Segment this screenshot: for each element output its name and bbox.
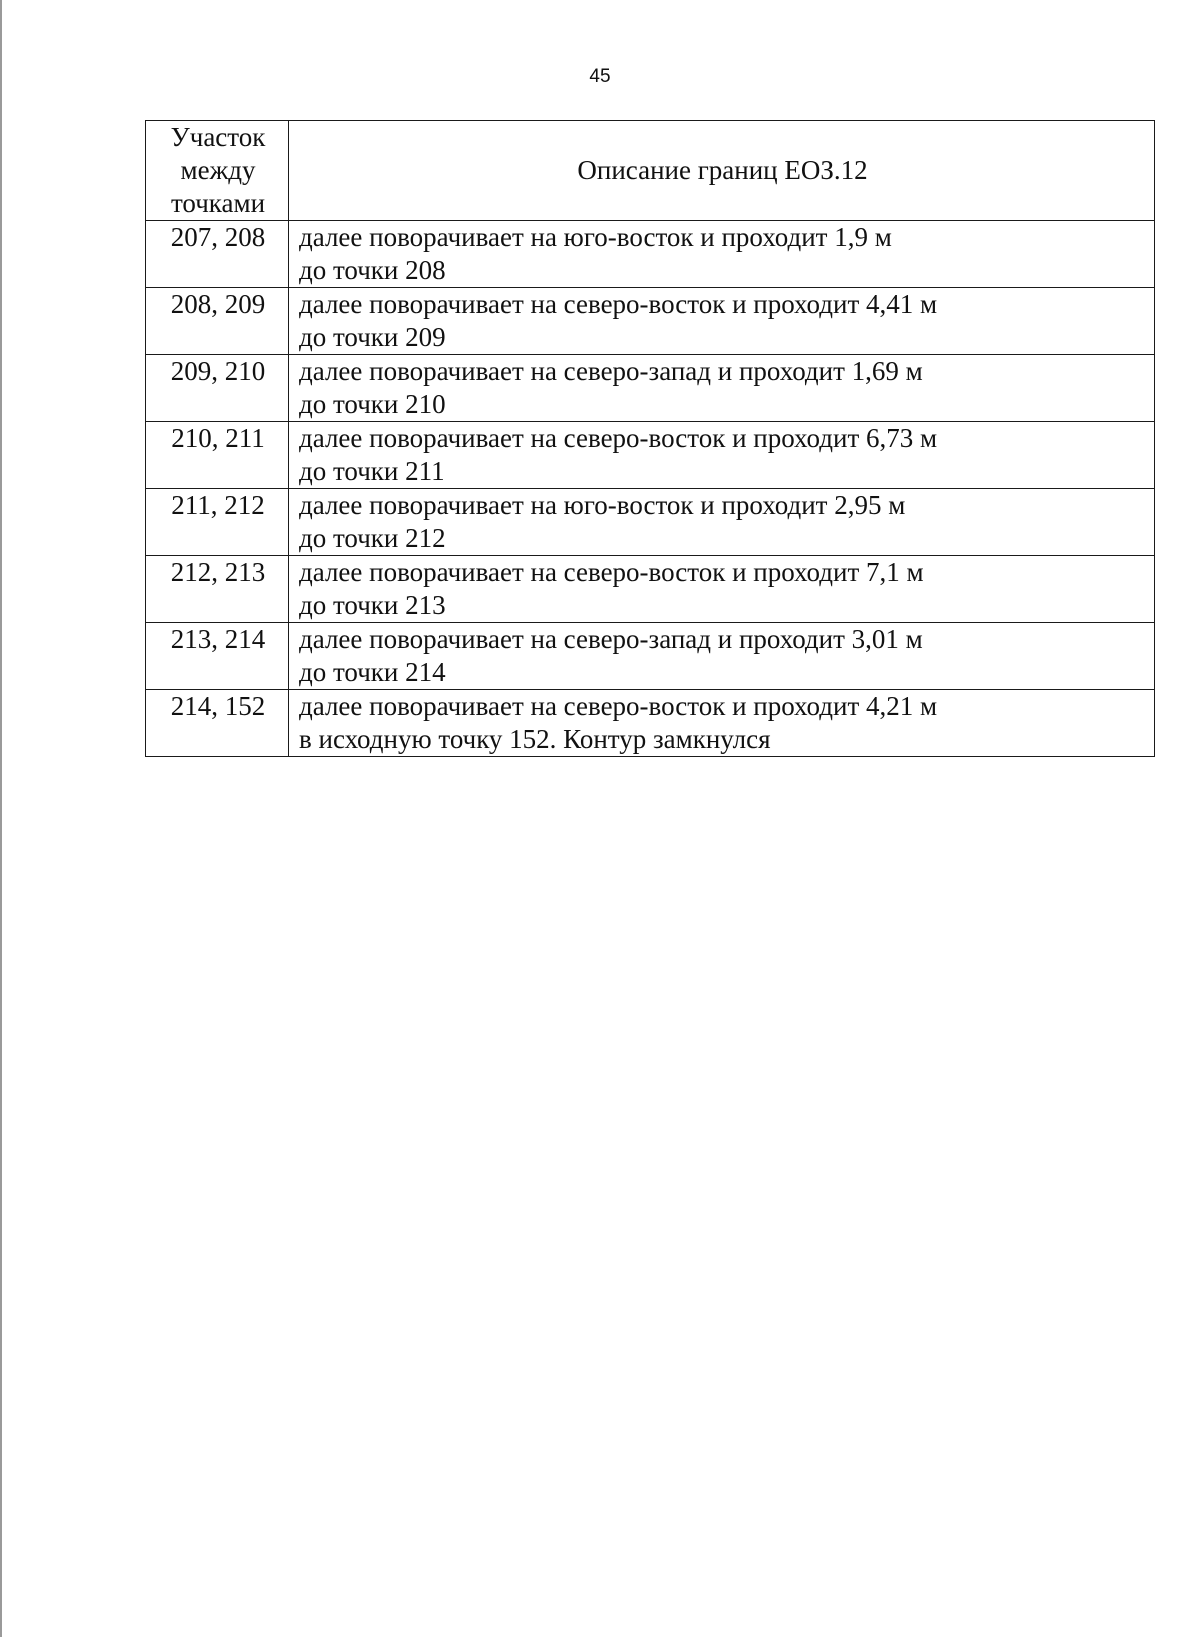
table-row [146, 422, 1155, 489]
segment-cell: 211, 212 [146, 489, 289, 556]
segment-cell: 213, 214 [146, 623, 289, 690]
table-row [146, 690, 1155, 757]
table-row [146, 355, 1155, 422]
description-line: до точки 212 [299, 523, 446, 553]
description-line: до точки 213 [299, 590, 446, 620]
boundary-description-table [145, 120, 1155, 757]
table-header-row [146, 121, 1155, 221]
description-line: далее поворачивает на северо-запад и проходит 3,01 м [299, 624, 923, 654]
table-row [146, 288, 1155, 355]
header-segment-line: точками [170, 188, 266, 218]
table-row [146, 556, 1155, 623]
table-row [146, 489, 1155, 556]
description-cell [289, 623, 1155, 690]
description-line: до точки 214 [299, 657, 446, 687]
description-line: до точки 211 [299, 456, 445, 486]
description-cell [289, 288, 1155, 355]
description-line: далее поворачивает на северо-восток и проходит 4,41 м [299, 289, 938, 319]
description-cell [289, 556, 1155, 623]
scan-left-edge [0, 0, 2, 1637]
header-segment-line: между [180, 155, 256, 185]
segment-cell: 208, 209 [146, 288, 289, 355]
table-row [146, 221, 1155, 288]
description-line: до точки 210 [299, 389, 446, 419]
description-cell [289, 221, 1155, 288]
segment-cell: 210, 211 [146, 422, 289, 489]
page-number: 45 [589, 66, 611, 87]
header-description-cell: Описание границ ЕОЗ.12 [289, 121, 1155, 221]
description-line: далее поворачивает на юго-восток и проходит 1,9 м [299, 222, 892, 252]
description-line: далее поворачивает на северо-восток и проходит 7,1 м [299, 557, 924, 587]
description-line: далее поворачивает на северо-запад и проходит 1,69 м [299, 356, 923, 386]
segment-cell: 209, 210 [146, 355, 289, 422]
description-cell [289, 690, 1155, 757]
description-line: до точки 208 [299, 255, 446, 285]
header-segment-line: Участок [170, 122, 266, 152]
description-line: далее поворачивает на северо-восток и проходит 4,21 м [299, 691, 938, 721]
segment-cell: 214, 152 [146, 690, 289, 757]
segment-cell: 207, 208 [146, 221, 289, 288]
description-line: до точки 209 [299, 322, 446, 352]
header-segment-cell [146, 121, 289, 221]
description-cell [289, 355, 1155, 422]
table-row [146, 623, 1155, 690]
description-line: далее поворачивает на северо-восток и проходит 6,73 м [299, 423, 938, 453]
segment-cell: 212, 213 [146, 556, 289, 623]
description-cell [289, 489, 1155, 556]
description-line: далее поворачивает на юго-восток и проходит 2,95 м [299, 490, 906, 520]
description-cell [289, 422, 1155, 489]
description-line: в исходную точку 152. Контур замкнулся [299, 724, 771, 754]
